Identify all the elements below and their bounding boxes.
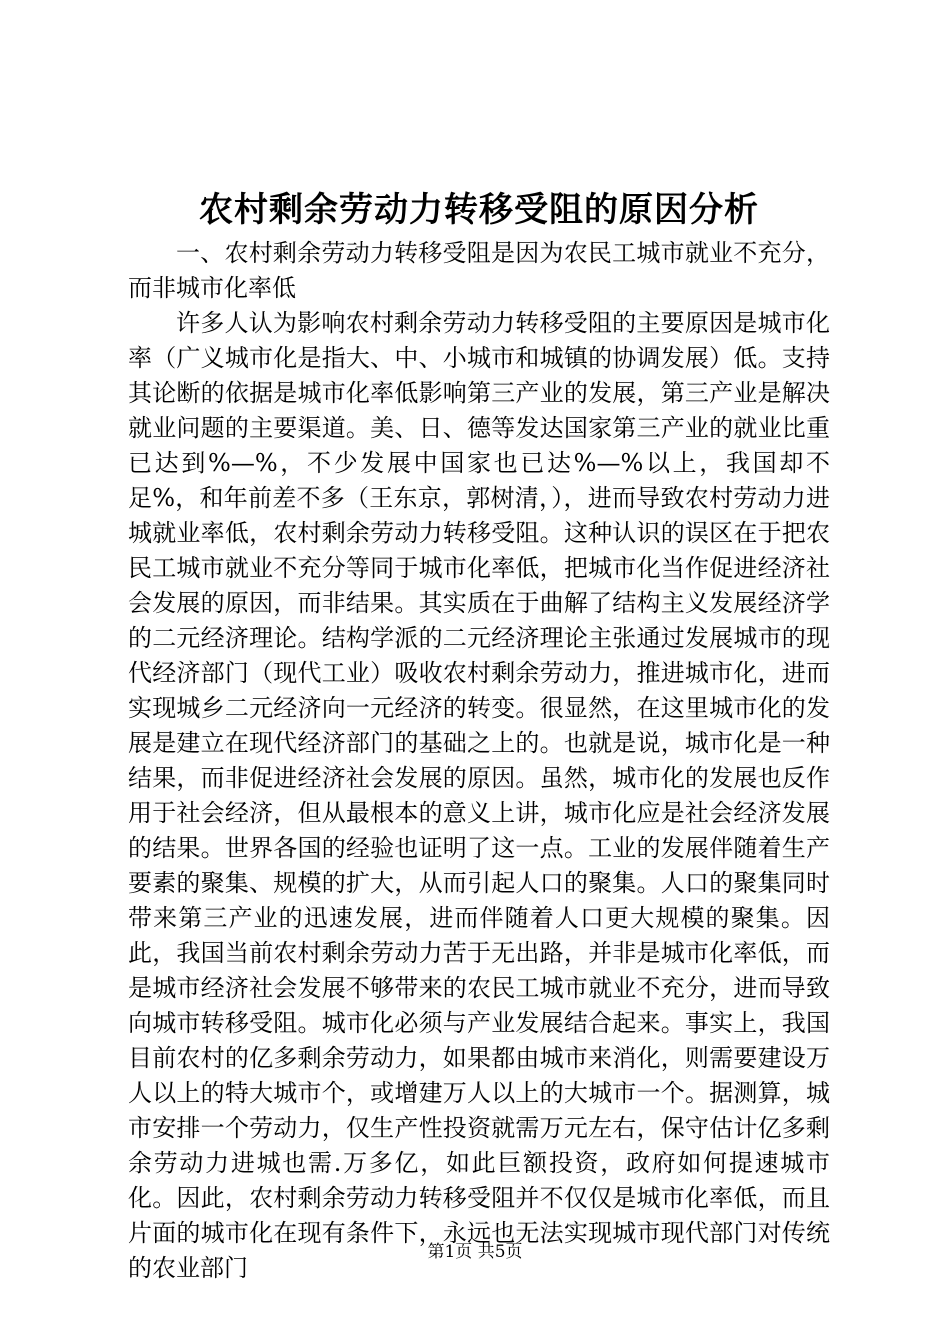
document-title: 农村剩余劳动力转移受阻的原因分析 xyxy=(199,190,759,230)
heading-paragraph: 一、农村剩余劳动力转移受阻是因为农民工城市就业不充分，而非城市化率低 xyxy=(128,239,830,302)
page-footer: 第1页 共5页 xyxy=(427,1242,523,1262)
body-paragraph: 许多人认为影响农村剩余劳动力转移受阻的主要原因是城市化率（广义城市化是指大、中、小城市和城镇的协调发展）低。支持其论断的依据是城市化率低影响第三产业的发展，第三产业是解决就业问题的主要渠道。美、日、德等发达国家第三产业的就业比重已达到%—%，不少发展中国家也已达%—%以上，我国却不足%，和年前差不多（王东京，郭树清，），进而导致农村劳动力进城就业率低，农村剩余劳动力转移受阻。这种认识的误区在于把农民工城市就业不充分等同于城市化率低，把城市化当作促进经济社会发展的原因，而非结果。其实质在于曲解了结构主义发展经济学的二元经济理论。结构学派的二元经济理论主张通过发展城市的现代经济部门（现代工业）吸收农村剩余劳动力，推进城市化，进而实现城乡二元经济向一元经济的转变。很显然，在这里城市化的发展是建立在现代经济部门的基础之上的。也就是说，城市化是一种结果，而非促进经济社会发展的原因。虽然，城市化的发展也反作用于社会经济，但从最根本的意义上讲，城市化应是社会经济发展的结果。世界各国的经验也证明了这一点。工业的发展伴随着生产要素的聚集、规模的扩大，从而引起人口的聚集。人口的聚集同时带来第三产业的迅速发展，进而伴随着人口更大规模的聚集。因此，我国当前农村剩余劳动力苦于无出路，并非是城市化率低，而是城市经济社会发展不够带来的农民工城市就业不充分，进而导致向城市转移受阻。城市化必须与产业发展结合起来。事实上，我国目前农村的亿多剩余劳动力，如果都由城市来消化，则需要建设万人以上的特大城市个，或增建万人以上的大城市一个。据测算，城市安排一个劳动力，仅生产性投资就需万元左右，保守估计亿多剩余劳动力进城也需.万多亿，如此巨额投资，政府如何提速城市化。因此，农村剩余劳动力转移受阻并不仅仅是城市化率低，而且片面的城市化在现有条件下，永远也无法实现城市现代部门对传统的农业部门 xyxy=(128,309,830,1282)
document-body xyxy=(128,236,830,1286)
document-page xyxy=(128,0,830,1344)
